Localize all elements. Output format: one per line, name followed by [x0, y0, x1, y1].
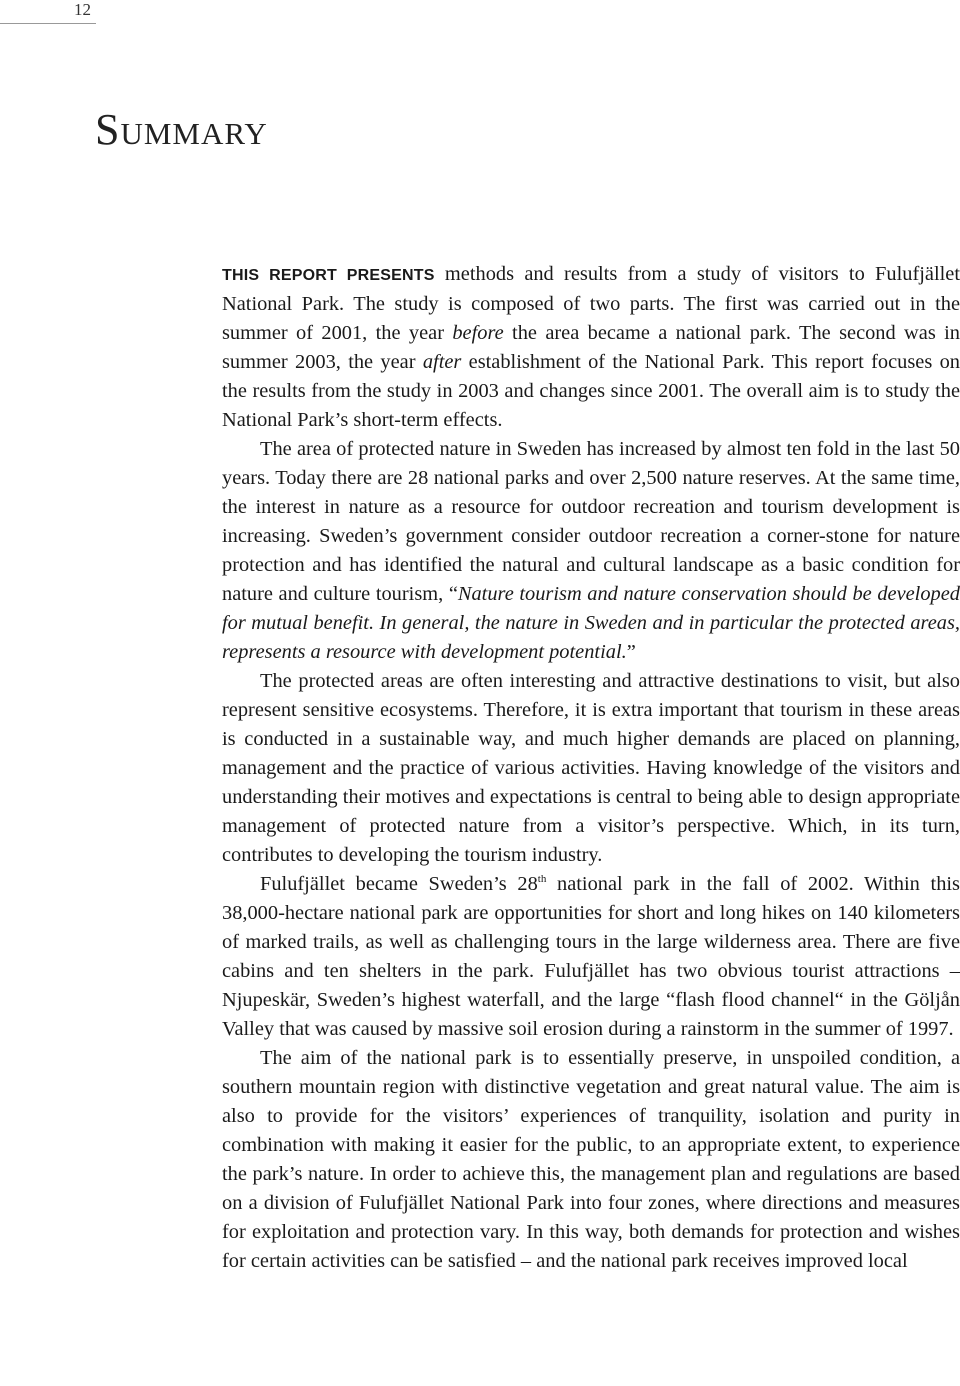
paragraph-4	[222, 870, 960, 1044]
quote-text: Nature tourism and nature conservation should be developed for mutual benefit. In general, the nature in Sweden and in particular the protected areas, represents a resource with development potential.	[222, 583, 960, 663]
page-number-rule	[0, 23, 96, 24]
emphasis-before: before	[452, 322, 504, 344]
paragraph-3	[222, 667, 960, 870]
paragraph-3-text: The protected areas are often interesting and attractive destinations to visit, but also represent sensitive ecosystems. Therefore, it is extra important that tourism in these areas is conducted in a sustainable way, and much higher demands are placed on planning, management and the practice of various activities. Having knowledge of the visitors and understanding their motives and expectations is central to being able to design appropriate management of protected nature from a visitor’s perspective. Which, in its turn, contributes to developing the tourism industry.	[222, 670, 960, 866]
paragraph-1-text-a: methods and results from a study of visitors to Fulufjället National Park. The study is composed of two parts. The first was carried out in the summer of 2001, the year	[222, 263, 960, 344]
paragraph-1-text-b: the area became a national park. The second was in summer 2003, the year	[222, 322, 960, 373]
page-number: 12	[74, 0, 91, 19]
paragraph-5	[222, 1044, 960, 1276]
lead-in: THIS REPORT PRESENTS	[222, 267, 435, 284]
ordinal-suffix: th	[537, 873, 547, 885]
paragraph-1	[222, 260, 960, 435]
emphasis-after: after	[422, 351, 462, 373]
paragraph-2-text-b: ”	[626, 641, 636, 663]
paragraph-2-text-a: The area of protected nature in Sweden has increased by almost ten fold in the last 50 years. Today there are 28 national parks and over 2,500 nature reserves. At the same time, the interest in nature as a resource for outdoor recreation and tourism development is increasing. Sweden’s government consider outdoor recreation a corner-stone for nature protection and has identified the natural and cultural landscape as a basic condition for nature and culture tourism, “	[222, 438, 960, 605]
paragraph-5-text: The aim of the national park is to essentially preserve, in unspoiled condition, a southern mountain region with distinctive vegetation and great natural value. The aim is also to provide for the visitors’ experiences of tranquility, isolation and purity in combination with making it easier for the public, to an appropriate extent, to experience the park’s nature. In order to achieve this, the management plan and regulations are based on a division of Fulufjället National Park into four zones, where directions and measures for exploitation and protection vary. In this way, both demands for protection and wishes for certain activities can be satisfied – and the national park receives improved local	[222, 1047, 960, 1272]
paragraph-2	[222, 435, 960, 667]
body-text	[222, 260, 960, 1276]
section-heading: Summary	[95, 105, 268, 154]
paragraph-4-text-b: national park in the fall of 2002. Within this 38,000-hectare national park are opportunities for short and long hikes on 140 kilometers of marked trails, as well as challenging tours in the large wilderness area. There are five cabins and ten shelters in the park. Fulufjället has two obvious tourist attractions – Njupeskär, Sweden’s highest waterfall, and the large “flash flood channel“ in the Göljån Valley that was caused by massive soil erosion during a rainstorm in the summer of 1997.	[222, 873, 960, 1040]
paragraph-4-text-a: Fulufjället became Sweden’s 28	[260, 873, 538, 895]
paragraph-1-text-c: establishment of the National Park. This report focuses on the results from the study in 2003 and changes since 2001. The overall aim is to study the National Park’s short-term effects.	[222, 351, 960, 431]
